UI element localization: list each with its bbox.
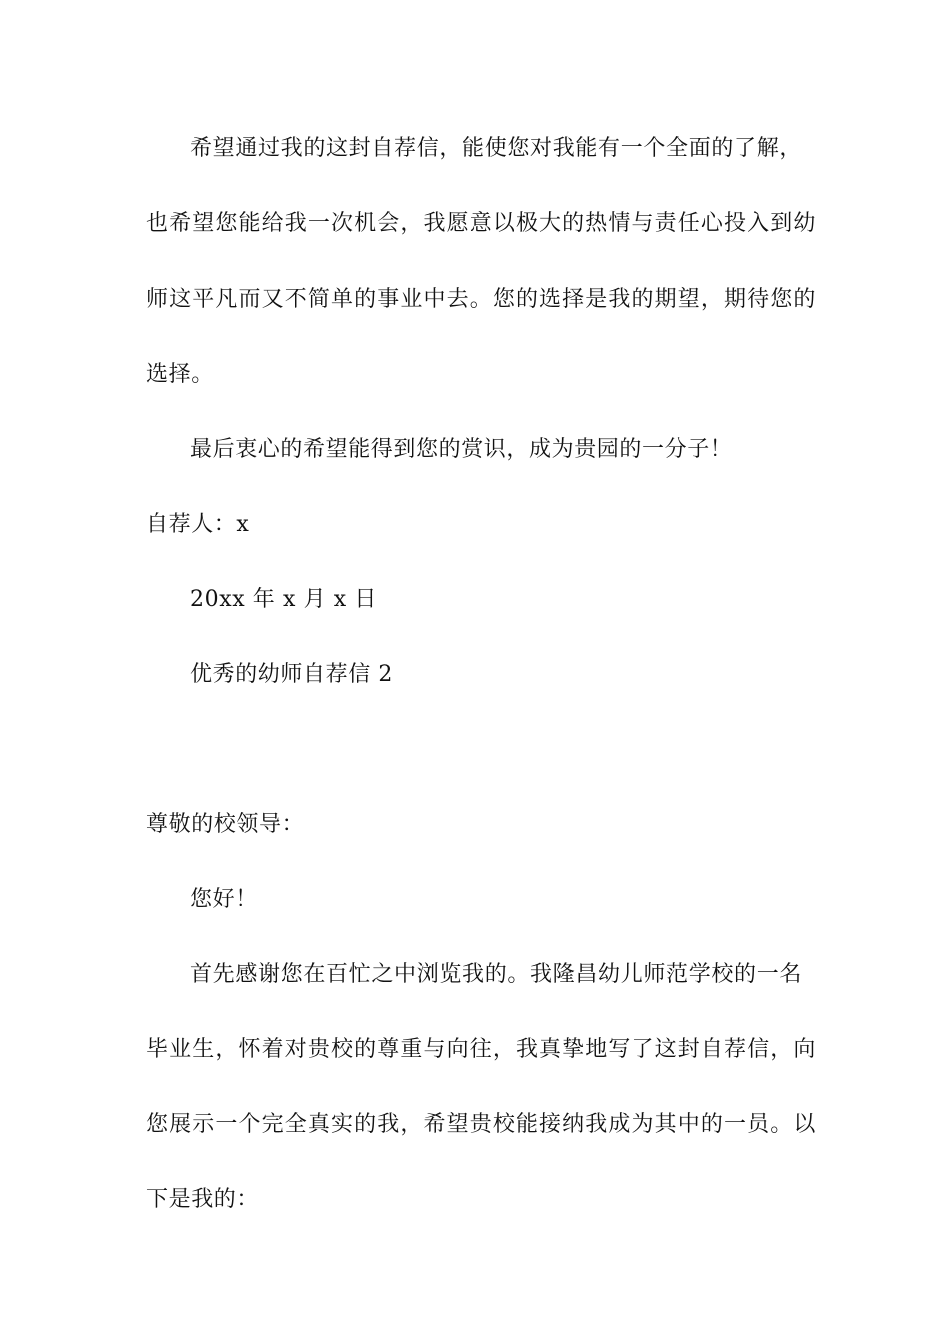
salutation: 尊敬的校领导： (146, 812, 305, 837)
section-title: 优秀的幼师自荐信 2 (190, 662, 393, 687)
paragraph-line: 师这平凡而又不简单的事业中去。您的选择是我的期望，期待您的 (146, 287, 816, 312)
paragraph-line: 选择。 (146, 362, 214, 387)
signature-line: 自荐人：x (146, 512, 250, 537)
paragraph-line: 首先感谢您在百忙之中浏览我的。我隆昌幼儿师范学校的一名 (190, 962, 802, 987)
paragraph-line: 下是我的： (146, 1187, 260, 1212)
paragraph-line: 希望通过我的这封自荐信，能使您对我能有一个全面的了解， (190, 136, 802, 161)
paragraph-line: 您展示一个完全真实的我，希望贵校能接纳我成为其中的一员。以 (146, 1112, 816, 1137)
date-line: 20xx 年 x 月 x 日 (190, 587, 377, 612)
greeting: 您好！ (190, 887, 258, 912)
paragraph-line: 毕业生，怀着对贵校的尊重与向往，我真挚地写了这封自荐信，向 (146, 1037, 816, 1062)
closing-paragraph: 最后衷心的希望能得到您的赏识，成为贵园的一分子！ (190, 437, 733, 462)
paragraph-line: 也希望您能给我一次机会，我愿意以极大的热情与责任心投入到幼 (146, 211, 816, 236)
